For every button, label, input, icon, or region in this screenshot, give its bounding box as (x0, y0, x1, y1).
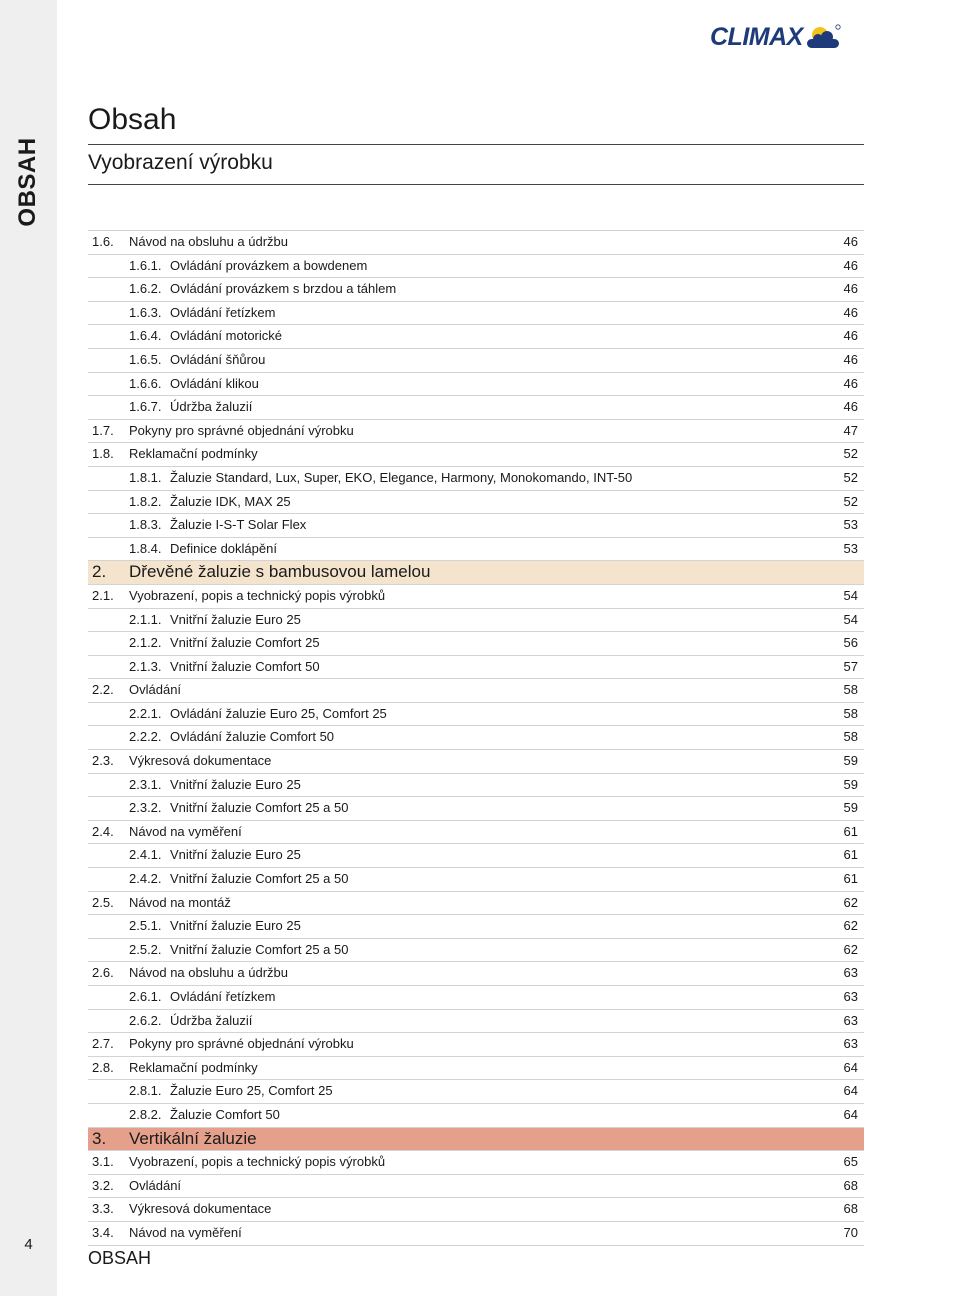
toc-page-number: 54 (843, 587, 858, 603)
toc-title: Vyobrazení, popis a technický popis výrobků (129, 1154, 386, 1170)
toc-title: Pokyny pro správné objednání výrobku (129, 1036, 354, 1052)
toc-subentry[interactable] (88, 255, 864, 279)
toc-subentry[interactable] (88, 939, 864, 963)
toc-number: 3.3. (92, 1201, 114, 1217)
toc-page-number: 52 (843, 469, 858, 485)
toc-title: Vyobrazení, popis a technický popis výrobků (129, 587, 386, 603)
toc-subentry[interactable] (88, 538, 864, 562)
page-subtitle: Vyobrazení výrobku (88, 151, 273, 174)
title-divider (88, 144, 864, 145)
toc-number: 3. (92, 1128, 107, 1148)
toc-entry[interactable] (88, 443, 864, 467)
toc-page-number: 63 (843, 965, 858, 981)
toc-title: Návod na vyměření (129, 1224, 242, 1240)
toc-section-header[interactable] (88, 1128, 864, 1152)
toc-number: 2.6.1. (129, 989, 162, 1004)
toc-number: 1.8. (92, 446, 114, 462)
toc-page-number: 53 (843, 517, 858, 533)
toc-entry[interactable] (88, 750, 864, 774)
toc-number: 2.2.2. (129, 729, 162, 745)
toc-subentry[interactable] (88, 325, 864, 349)
toc-title: Vnitřní žaluzie Euro 25 (170, 918, 301, 934)
side-section-label: OBSAH (14, 137, 41, 227)
toc-number: 2.1.3. (129, 658, 162, 674)
toc-title: Vnitřní žaluzie Comfort 50 (170, 658, 320, 674)
toc-page-number: 59 (843, 753, 858, 769)
toc-page-number: 46 (843, 281, 858, 297)
toc-subentry[interactable] (88, 514, 864, 538)
toc-number: 2.5.1. (129, 918, 162, 934)
toc-subentry[interactable] (88, 774, 864, 798)
toc-page-number: 58 (843, 705, 858, 721)
toc-title: Definice doklápění (170, 540, 277, 556)
subtitle-divider (88, 184, 864, 185)
toc-page-number: 47 (843, 422, 858, 438)
toc-title: Reklamační podmínky (129, 1059, 258, 1075)
toc-number: 2. (92, 562, 107, 582)
toc-number: 1.6.6. (129, 375, 162, 391)
toc-number: 1.6.2. (129, 281, 162, 297)
toc-number: 2.8.2. (129, 1106, 162, 1122)
toc-title: Vnitřní žaluzie Euro 25 (170, 776, 301, 792)
toc-number: 2.3.2. (129, 800, 162, 816)
logo-sun-cloud-icon (805, 24, 841, 50)
toc-page-number: 46 (843, 304, 858, 320)
toc-subentry[interactable] (88, 1104, 864, 1128)
toc-number: 1.6.7. (129, 399, 162, 415)
toc-title: Ovládání motorické (170, 328, 282, 344)
toc-page-number: 52 (843, 493, 858, 509)
toc-subentry[interactable] (88, 632, 864, 656)
toc-subentry[interactable] (88, 373, 864, 397)
toc-entry[interactable] (88, 892, 864, 916)
toc-page-number: 64 (843, 1106, 858, 1122)
toc-entry[interactable] (88, 1057, 864, 1081)
toc-number: 2.4. (92, 823, 114, 839)
toc-number: 1.8.4. (129, 540, 162, 556)
toc-entry[interactable] (88, 962, 864, 986)
toc-subentry[interactable] (88, 915, 864, 939)
toc-title: Vnitřní žaluzie Comfort 25 a 50 (170, 871, 349, 887)
toc-title: Vertikální žaluzie (129, 1128, 257, 1148)
toc-entry[interactable] (88, 1175, 864, 1199)
toc-page-number: 62 (843, 941, 858, 957)
toc-title: Údržba žaluzií (170, 399, 253, 415)
toc-number: 2.6.2. (129, 1012, 162, 1028)
toc-title: Ovládání žaluzie Euro 25, Comfort 25 (170, 705, 387, 721)
side-strip (0, 0, 57, 1296)
toc-number: 2.7. (92, 1036, 114, 1052)
toc-page-number: 64 (843, 1059, 858, 1075)
toc-title: Žaluzie IDK, MAX 25 (170, 493, 291, 509)
toc-number: 2.1.2. (129, 635, 162, 651)
toc-page-number: 59 (843, 800, 858, 816)
toc-title: Ovládání (129, 1177, 182, 1193)
climax-logo (710, 20, 866, 54)
toc-subentry[interactable] (88, 467, 864, 491)
toc-title: Ovládání provázkem s brzdou a táhlem (170, 281, 397, 297)
toc-title: Návod na obsluhu a údržbu (129, 965, 289, 981)
toc-page-number: 58 (843, 729, 858, 745)
toc-page-number: 63 (843, 989, 858, 1004)
toc-title: Žaluzie Comfort 50 (170, 1106, 280, 1122)
toc-number: 1.6. (92, 234, 114, 249)
toc-title: Ovládání klikou (170, 375, 259, 391)
toc-page-number: 61 (843, 847, 858, 863)
toc-number: 2.5.2. (129, 941, 162, 957)
toc-entry[interactable] (88, 1151, 864, 1175)
toc-number: 1.7. (92, 422, 114, 438)
toc-title: Žaluzie Standard, Lux, Super, EKO, Elegance, Harmony, Monokomando, INT-50 (170, 469, 633, 485)
toc-section-header[interactable] (88, 561, 864, 585)
toc-subentry[interactable] (88, 726, 864, 750)
toc-page-number: 58 (843, 682, 858, 698)
toc-number: 1.6.4. (129, 328, 162, 344)
toc-title: Dřevěné žaluzie s bambusovou lamelou (129, 562, 431, 582)
toc-title: Pokyny pro správné objednání výrobku (129, 422, 354, 438)
toc-title: Ovládání provázkem a bowdenem (170, 257, 368, 273)
toc-page-number: 63 (843, 1012, 858, 1028)
toc-entry[interactable] (88, 679, 864, 703)
toc-page-number: 61 (843, 871, 858, 887)
toc-page-number: 62 (843, 918, 858, 934)
toc-title: Vnitřní žaluzie Comfort 25 (170, 635, 320, 651)
toc-subentry[interactable] (88, 396, 864, 420)
toc-subentry[interactable] (88, 844, 864, 868)
toc-title: Vnitřní žaluzie Euro 25 (170, 611, 301, 627)
toc-title: Reklamační podmínky (129, 446, 258, 462)
footer-label: OBSAH (88, 1248, 152, 1268)
table-of-contents (88, 230, 864, 1246)
toc-number: 2.8. (92, 1059, 114, 1075)
toc-number: 2.8.1. (129, 1083, 162, 1099)
toc-number: 3.1. (92, 1154, 114, 1170)
toc-number: 2.4.1. (129, 847, 162, 863)
toc-entry[interactable] (88, 420, 864, 444)
toc-subentry[interactable] (88, 656, 864, 680)
toc-title: Výkresová dokumentace (129, 1201, 272, 1217)
toc-number: 3.2. (92, 1177, 114, 1193)
toc-page-number: 53 (843, 540, 858, 556)
toc-number: 1.6.5. (129, 351, 162, 367)
toc-page-number: 46 (843, 375, 858, 391)
toc-entry[interactable] (88, 231, 864, 255)
toc-page-number: 46 (843, 257, 858, 273)
page-title: Obsah (88, 103, 177, 136)
toc-title: Ovládání žaluzie Comfort 50 (170, 729, 335, 745)
toc-page-number: 52 (843, 446, 858, 462)
toc-page-number: 70 (843, 1224, 858, 1240)
toc-title: Vnitřní žaluzie Comfort 25 a 50 (170, 941, 349, 957)
toc-page-number: 65 (843, 1154, 858, 1170)
toc-entry[interactable] (88, 1198, 864, 1222)
toc-number: 2.4.2. (129, 871, 162, 887)
toc-title: Ovládání řetízkem (170, 304, 276, 320)
toc-title: Vnitřní žaluzie Euro 25 (170, 847, 301, 863)
toc-number: 1.6.1. (129, 257, 162, 273)
toc-title: Žaluzie I-S-T Solar Flex (170, 517, 307, 533)
toc-subentry[interactable] (88, 868, 864, 892)
toc-title: Ovládání (129, 682, 182, 698)
toc-title: Návod na vyměření (129, 823, 242, 839)
toc-title: Žaluzie Euro 25, Comfort 25 (170, 1083, 333, 1099)
toc-number: 2.1.1. (129, 611, 162, 627)
page-number: 4 (24, 1236, 33, 1253)
toc-subentry[interactable] (88, 349, 864, 373)
toc-subentry[interactable] (88, 491, 864, 515)
toc-number: 1.8.1. (129, 469, 162, 485)
toc-title: Údržba žaluzií (170, 1012, 253, 1028)
toc-entry[interactable] (88, 1033, 864, 1057)
toc-page-number: 63 (843, 1036, 858, 1052)
toc-number: 1.8.2. (129, 493, 162, 509)
toc-page-number: 46 (843, 351, 858, 367)
toc-number: 2.3. (92, 753, 114, 769)
toc-number: 2.2. (92, 682, 114, 698)
toc-number: 2.1. (92, 587, 114, 603)
toc-title: Vnitřní žaluzie Comfort 25 a 50 (170, 800, 349, 816)
toc-subentry[interactable] (88, 278, 864, 302)
toc-subentry[interactable] (88, 986, 864, 1010)
toc-title: Výkresová dokumentace (129, 753, 272, 769)
toc-title: Návod na obsluhu a údržbu (129, 234, 289, 249)
toc-page-number: 68 (843, 1177, 858, 1193)
toc-number: 1.6.3. (129, 304, 162, 320)
toc-number: 2.3.1. (129, 776, 162, 792)
toc-subentry[interactable] (88, 703, 864, 727)
toc-entry[interactable] (88, 585, 864, 609)
toc-title: Ovládání šňůrou (170, 351, 266, 367)
toc-page-number: 59 (843, 776, 858, 792)
toc-page-number: 46 (843, 399, 858, 415)
toc-number: 2.6. (92, 965, 114, 981)
toc-page-number: 64 (843, 1083, 858, 1099)
toc-number: 2.5. (92, 894, 114, 910)
toc-subentry[interactable] (88, 609, 864, 633)
toc-subentry[interactable] (88, 1080, 864, 1104)
toc-page-number: 61 (843, 823, 858, 839)
toc-page-number: 68 (843, 1201, 858, 1217)
toc-page-number: 46 (843, 234, 858, 249)
toc-entry[interactable] (88, 1222, 864, 1246)
toc-page-number: 46 (843, 328, 858, 344)
toc-number: 1.8.3. (129, 517, 162, 533)
toc-page-number: 54 (843, 611, 858, 627)
toc-subentry[interactable] (88, 1010, 864, 1034)
toc-number: 3.4. (92, 1224, 114, 1240)
toc-number: 2.2.1. (129, 705, 162, 721)
toc-subentry[interactable] (88, 797, 864, 821)
toc-title: Ovládání řetízkem (170, 989, 276, 1004)
toc-subentry[interactable] (88, 302, 864, 326)
toc-page-number: 57 (843, 658, 858, 674)
toc-page-number: 56 (843, 635, 858, 651)
logo-text: CLIMAX (710, 22, 803, 51)
toc-title: Návod na montáž (129, 894, 231, 910)
toc-page-number: 62 (843, 894, 858, 910)
toc-entry[interactable] (88, 821, 864, 845)
